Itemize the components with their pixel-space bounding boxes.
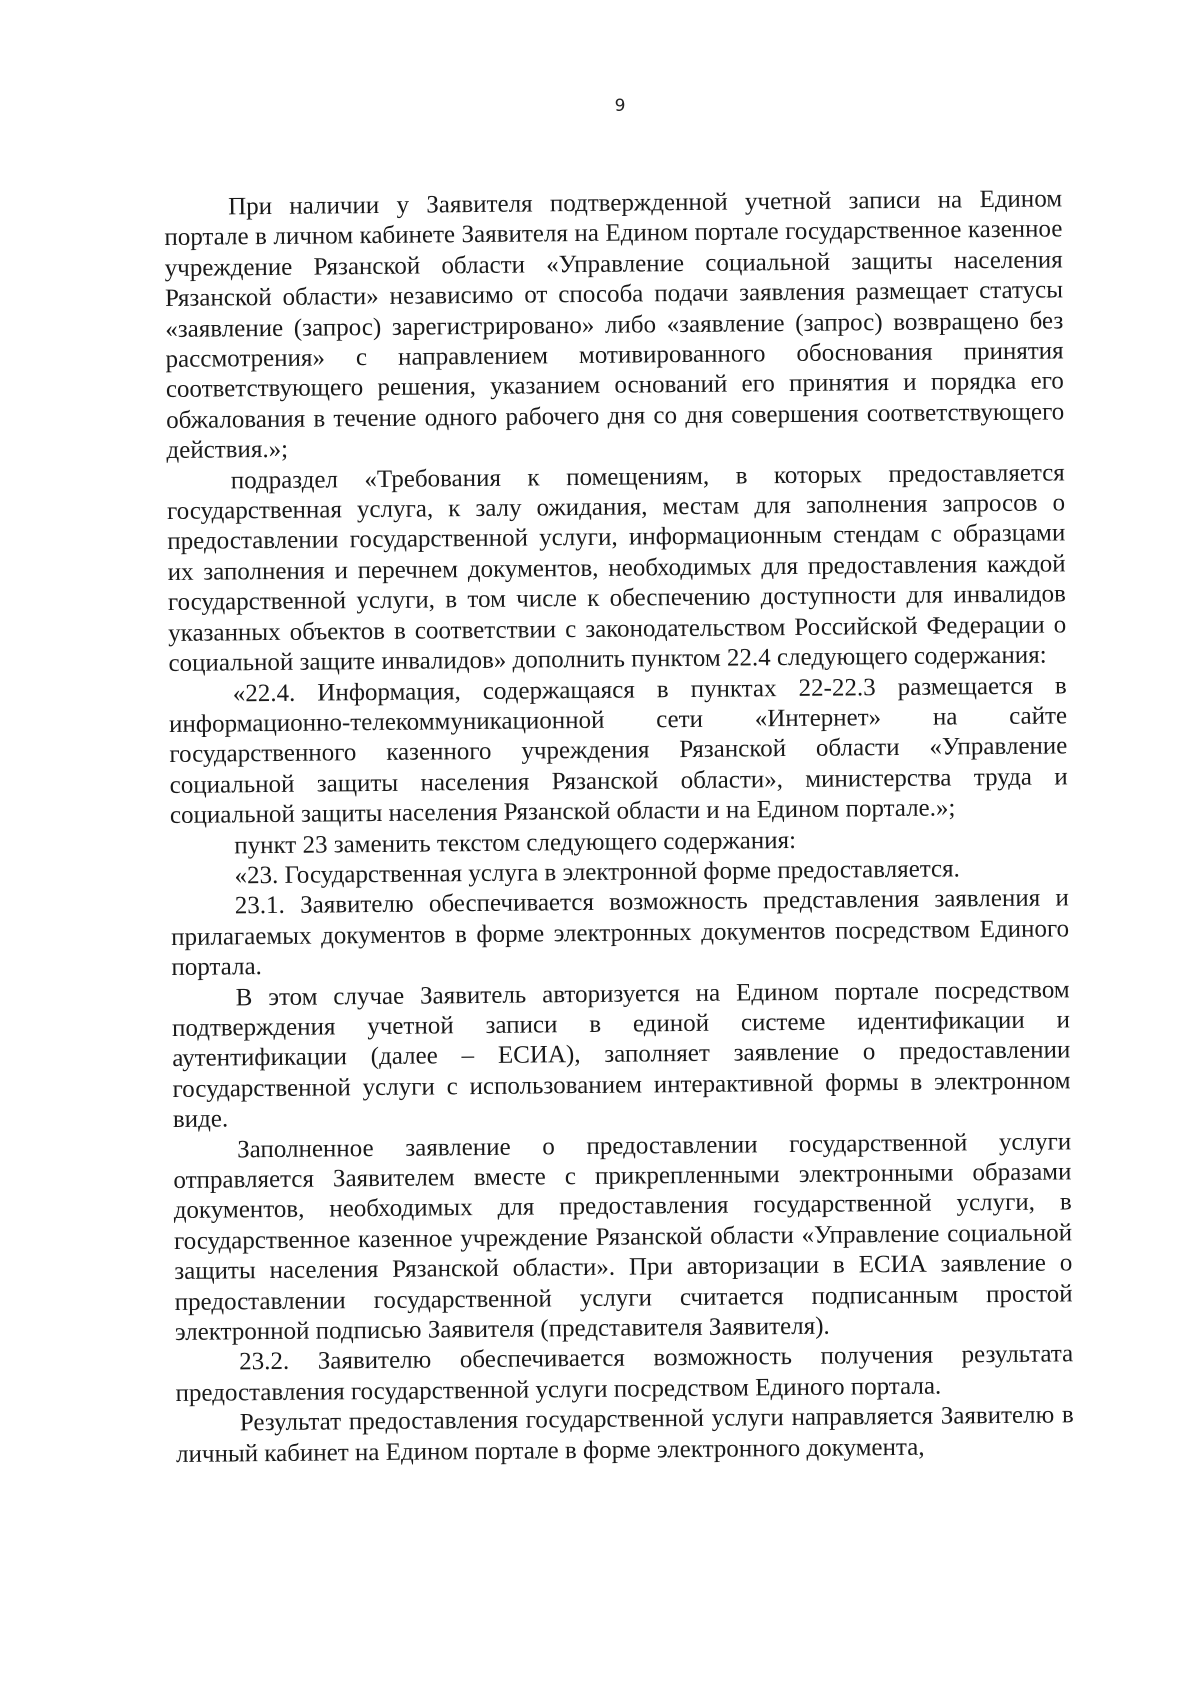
paragraph-replace-clause-23: пункт 23 заменить текстом следующего содержания: <box>234 826 797 859</box>
paragraph-result-delivery: Результат предоставления государственной услуги направляется Заявителю в личный кабинет на Едином портале в форме электронного документа, <box>175 1401 1074 1468</box>
page-number: 9 <box>614 96 626 116</box>
paragraph-application-submission: Заполненное заявление о предоставлении государственной услуги отправляется Заявителем вместе с прикрепленными электронными образами документов, необходимых для предоставления государственной услуги, в государственное казенное учреждение Рязанской области «Управление социальной защиты населения Рязанской области». При авторизации в ЕСИА заявление о предоставлении государственной услуги считается подписанным простой электронной подписью Заявителя (представителя Заявителя). <box>173 1127 1073 1346</box>
paragraph-clause-23-2: 23.2. Заявителю обеспечивается возможность получения результата предоставления государственной услуги посредством Единого портала. <box>175 1340 1074 1407</box>
paragraph-clause-23-1: 23.1. Заявителю обеспечивается возможность представления заявления и прилагаемых документов в форме электронных документов посредством Единого портала. <box>171 884 1070 982</box>
paragraph-premises-requirements: подраздел «Требования к помещениям, в которых предоставляется государственная услуга, к залу ожидания, местам для заполнения запросов о предоставлении государственной услуги, информационным стендам с образцами их заполнения и перечнем документов, необходимых для предоставления каждой государственной услуги, в том числе к обеспечению доступности для инвалидов указанных объектов в соответствии с законодательством Российской Федерации о социальной защите инвалидов» дополнить пунктом 22.4 следующего содержания: <box>166 459 1067 678</box>
document-body <box>164 184 1074 1470</box>
paragraph-clause-23: «23. Государственная услуга в электронной форме предоставляется. <box>234 855 960 890</box>
paragraph-clause-22-4: «22.4. Информация, содержащаяся в пунктах 22-22.3 размещается в информационно-телекоммуникационной сети «Интернет» на сайте государственного казенного учреждения Рязанской области «Управление социальной защиты населения Рязанской области», министерства труда и социальной защиты населения Рязанской области и на Едином портале.»; <box>168 671 1068 830</box>
paragraph-esia-authorization: В этом случае Заявитель авторизуется на Едином портале посредством подтверждения учетной записи в единой системе идентификации и аутентификации (далее – ЕСИА), заполняет заявление о предоставлении государственной услуги с использованием интерактивной формы в электронном виде. <box>171 975 1071 1134</box>
paragraph-status-notification: При наличии у Заявителя подтвержденной учетной записи на Едином портале в личном кабинете Заявителя на Едином портале государственное казенное учреждение Рязанской области «Управление социальной защиты населения Рязанской области» независимо от способа подачи заявления размещает статусы «заявление (запрос) зарегистрировано» либо «заявление (запрос) возвращено без рассмотрения» с направлением мотивированного обоснования принятия соответствующего решения, указанием оснований его принятия и порядка его обжалования в течение одного рабочего дня со дня совершения соответствующего действия.»; <box>164 185 1065 465</box>
